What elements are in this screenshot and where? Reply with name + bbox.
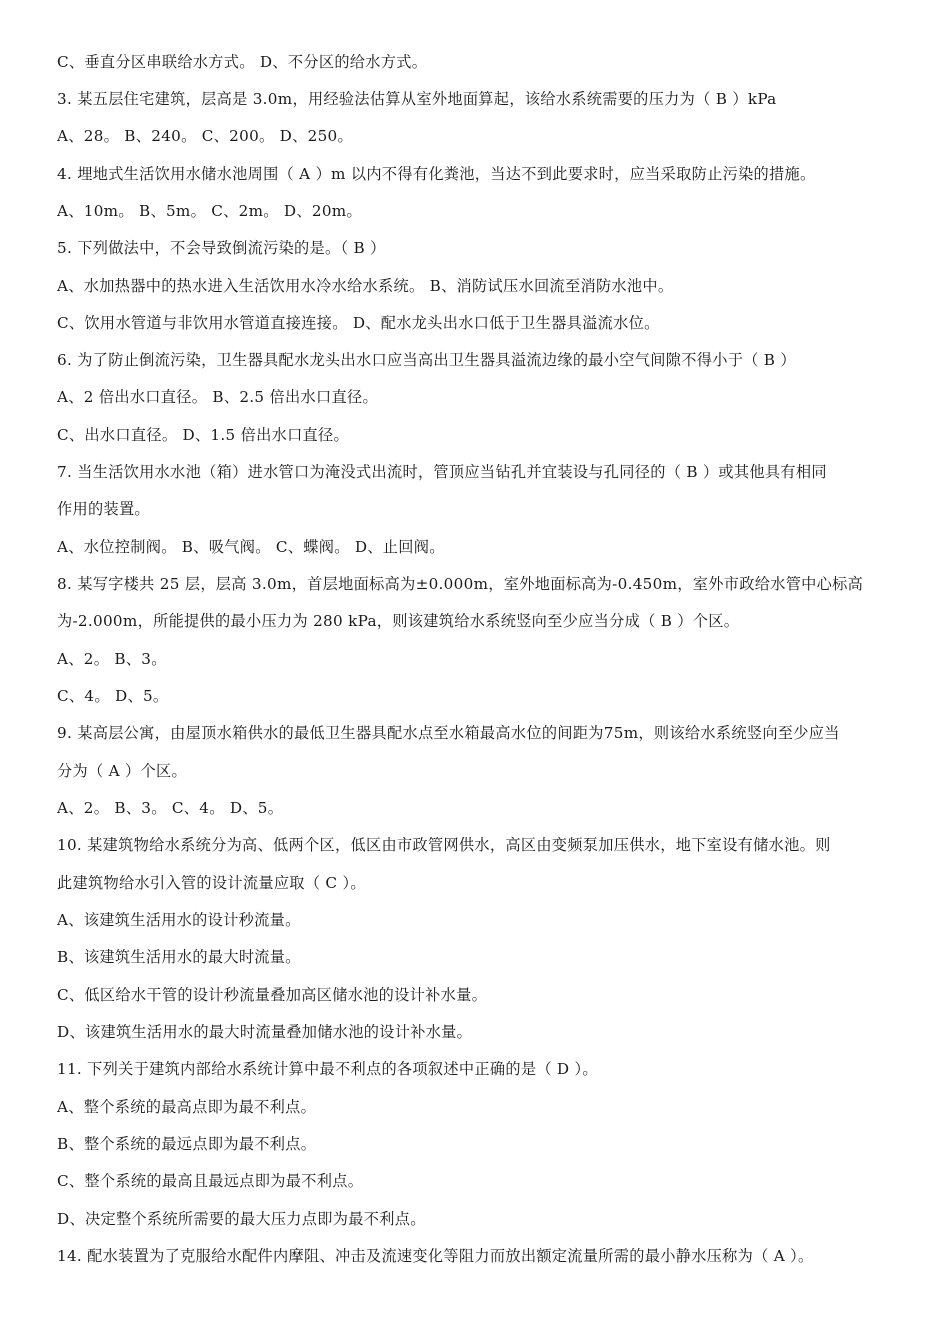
question-11: 11. 下列关于建筑内部给水系统计算中最不利点的各项叙述中正确的是（ D ）。 [57,1060,598,1078]
question-6: 6. 为了防止倒流污染，卫生器具配水龙头出水口应当高出卫生器具溢流边缘的最小空气间隙不得小于（ B ） [57,351,796,369]
question-3: 3. 某五层住宅建筑，层高是 3.0m，用经验法估算从室外地面算起，该给水系统需要的压力为（ B ）kPa [57,90,777,108]
question-9-cont: 分为（ A ）个区。 [57,762,187,780]
question-4: 4. 埋地式生活饮用水储水池周围（ A ）m 以内不得有化粪池，当达不到此要求时，应当采取防止污染的措施。 [57,165,816,183]
question-7: 7. 当生活饮用水水池（箱）进水管口为淹没式出流时，管顶应当钻孔并宜装设与孔同径的（ B ）或其他具有相同 [57,463,827,481]
options-line: A、水加热器中的热水进入生活饮用水冷水给水系统。 B、消防试压水回流至消防水池中。 [57,277,674,295]
option-c: C、低区给水干管的设计秒流量叠加高区储水池的设计补水量。 [57,986,488,1004]
option-d: D、决定整个系统所需要的最大压力点即为最不利点。 [57,1210,426,1228]
option-b: B、整个系统的最远点即为最不利点。 [57,1135,317,1153]
option-b: B、该建筑生活用水的最大时流量。 [57,948,301,966]
option-c: C、整个系统的最高且最远点即为最不利点。 [57,1172,364,1190]
options-line: A、水位控制阀。 B、吸气阀。 C、蝶阀。 D、止回阀。 [57,538,445,556]
option-d: D、该建筑生活用水的最大时流量叠加储水池的设计补水量。 [57,1023,473,1041]
options-line: C、饮用水管道与非饮用水管道直接连接。 D、配水龙头出水口低于卫生器具溢流水位。 [57,314,660,332]
question-10-cont: 此建筑物给水引入管的设计流量应取（ C ）。 [57,874,366,892]
options-line: A、10m。 B、5m。 C、2m。 D、20m。 [57,202,362,220]
question-8-cont: 为-2.000m，所能提供的最小压力为 280 kPa，则该建筑给水系统竖向至少应当分成（ B ）个区。 [57,612,740,630]
question-7-cont: 作用的装置。 [57,500,150,518]
options-line: A、2。 B、3。 [57,650,167,668]
option-a: A、该建筑生活用水的设计秒流量。 [57,911,301,929]
question-8: 8. 某写字楼共 25 层，层高 3.0m，首层地面标高为±0.000m，室外地面标高为-0.450m，室外市政给水管中心标高 [57,575,864,593]
question-14: 14. 配水装置为了克服给水配件内摩阻、冲击及流速变化等阻力而放出额定流量所需的最小静水压称为（ A ）。 [57,1247,814,1265]
question-9: 9. 某高层公寓，由屋顶水箱供水的最低卫生器具配水点至水箱最高水位的间距为75m，则该给水系统竖向至少应当 [57,724,840,742]
options-line: C、4。 D、5。 [57,687,169,705]
question-5: 5. 下列做法中，不会导致倒流污染的是。（ B ） [57,239,386,257]
options-line: A、2 倍出水口直径。 B、2.5 倍出水口直径。 [57,388,378,406]
options-line: A、28。 B、240。 C、200。 D、250。 [57,127,353,145]
option-a: A、整个系统的最高点即为最不利点。 [57,1098,317,1116]
text-line: C、垂直分区串联给水方式。 D、不分区的给水方式。 [57,53,428,71]
question-10: 10. 某建筑物给水系统分为高、低两个区，低区由市政管网供水，高区由变频泵加压供水，地下室设有储水池。则 [57,836,831,854]
options-line: A、2。 B、3。 C、4。 D、5。 [57,799,284,817]
options-line: C、出水口直径。 D、1.5 倍出水口直径。 [57,426,350,444]
